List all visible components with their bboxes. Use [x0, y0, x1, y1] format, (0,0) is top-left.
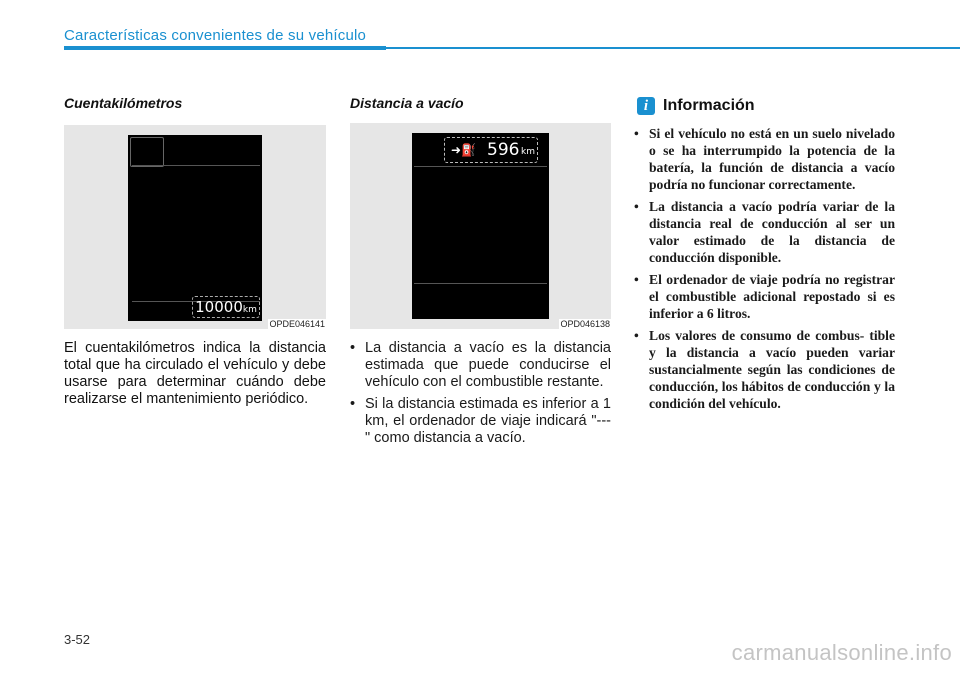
odometer-value: 10000	[195, 298, 243, 316]
page-number: 3-52	[64, 632, 91, 647]
display-divider-bottom	[414, 283, 547, 284]
figure-code: OPDE046141	[269, 319, 325, 329]
list-item: • Los valores de consumo de combus- tible y la distancia a vacío pueden variar sustancialmente según las condiciones de conducción, los hábitos de conducción y la condición del vehículo.	[634, 328, 895, 411]
display-divider-top	[414, 166, 547, 167]
header-rule-accent	[64, 46, 386, 50]
list-item: • La distancia a vacío podría variar de la distancia real de conducción al ser un valor estimado de la distancia de conducción disponible.	[634, 199, 895, 265]
info-heading	[637, 97, 755, 115]
range-value: 596	[487, 140, 520, 160]
list-item: • Si el vehículo no está en un suelo nivelado o se ha interrumpido la potencia de la batería, la función de distancia a vacío podría no funcionar correctamente.	[634, 126, 895, 192]
range-heading: Distancia a vacío	[350, 95, 464, 111]
list-item: • La distancia a vacío es la distancia estimada que puede conducirse el vehículo con el combustible restante.	[350, 340, 611, 390]
watermark: carmanualsonline.info	[731, 640, 952, 665]
list-item: • Si la distancia estimada es inferior a 1 km, el ordenador de viaje indicará "---" como distancia a vacío.	[350, 396, 611, 446]
range-unit: km	[521, 147, 535, 157]
odometer-paragraph: El cuentakilómetros indica la distancia total que ha circulado el vehículo y debe usarse para determinar cuándo debe realizarse el mantenimiento periódico.	[64, 340, 326, 407]
odometer-heading: Cuentakilómetros	[64, 95, 183, 111]
odometer-unit: km	[242, 305, 257, 315]
odometer-display	[128, 135, 262, 321]
display-divider-top	[132, 165, 260, 166]
info-title: Información	[663, 97, 755, 114]
figure-code: OPD046138	[560, 319, 610, 329]
section-title: Características convenientes de su vehículo	[64, 27, 367, 44]
range-figure	[350, 123, 611, 329]
range-readout	[444, 137, 538, 163]
odometer-figure	[64, 125, 326, 329]
display-indicator-box	[130, 137, 164, 167]
fuel-pump-icon: ➜⛽	[451, 143, 476, 157]
info-icon: i	[637, 97, 655, 115]
info-bullet-list	[634, 125, 895, 417]
range-display	[412, 133, 549, 319]
range-bullet-list	[350, 340, 611, 452]
odometer-readout	[192, 296, 260, 318]
list-item: • El ordenador de viaje podría no registrar el combustible adicional repostado si es inferior a 6 litros.	[634, 272, 895, 321]
